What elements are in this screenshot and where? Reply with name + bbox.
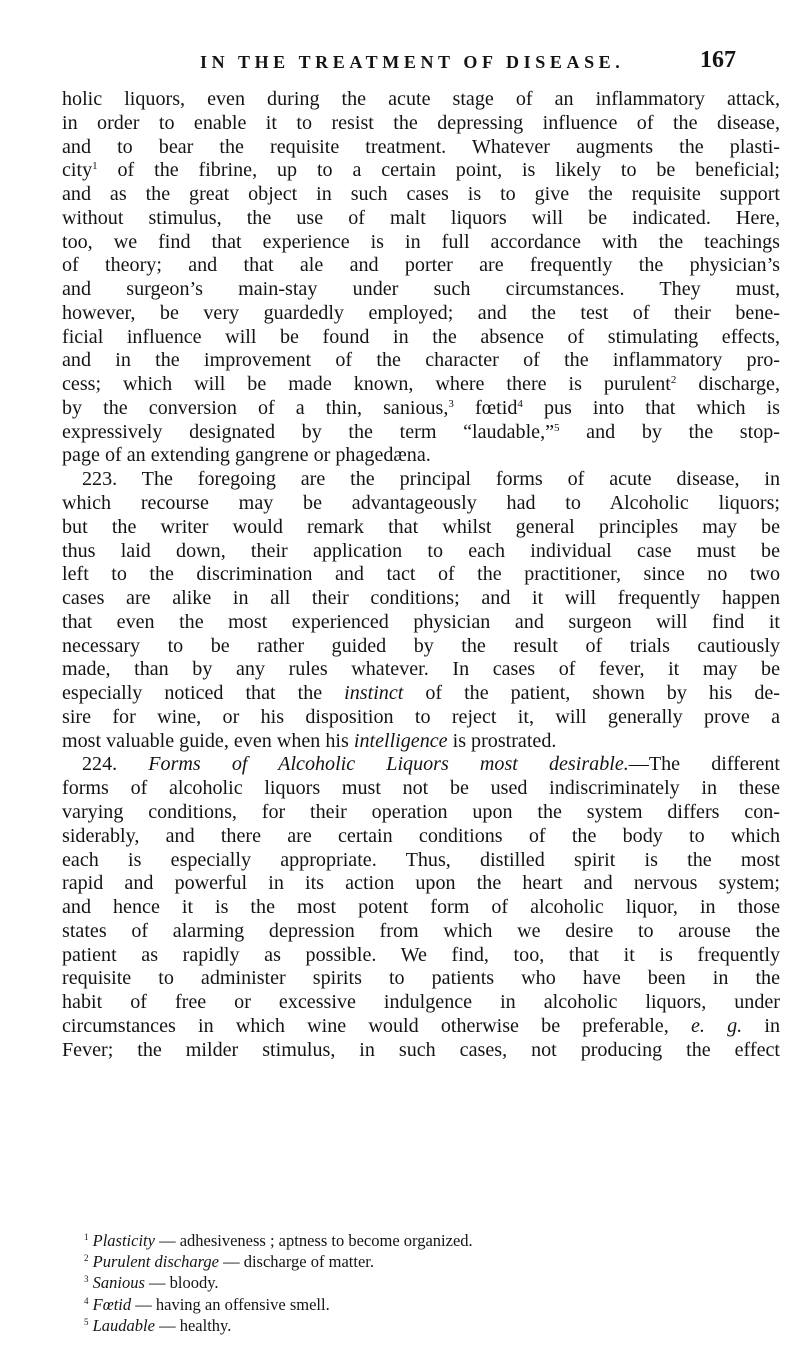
- footnote-term: Plasticity: [92, 1231, 155, 1250]
- text-line: [62, 658, 780, 682]
- text-line: [62, 444, 780, 468]
- footnote-marker: 2: [670, 374, 677, 387]
- footnote-term: Sanious: [92, 1273, 145, 1293]
- text-run: necessary to be rather guided by the result of trials cautiously: [62, 634, 780, 657]
- text-run: left to the discrimination and tact of the practitioner, since no two: [62, 563, 780, 586]
- page-number: 167: [700, 47, 736, 73]
- footnote-term: Laudable: [92, 1315, 155, 1335]
- text-run: especially noticed that the: [62, 682, 345, 705]
- text-line: [62, 88, 780, 112]
- text-line: [62, 349, 780, 373]
- italic-text: Forms of Alcoholic Liquors most desirable.: [148, 753, 629, 776]
- footnote-number: 4: [84, 1295, 89, 1306]
- footnote-number: 2: [84, 1253, 89, 1264]
- text-line: [62, 967, 780, 991]
- text-run: sire for wine, or his disposition to reject it, will generally prove a: [62, 705, 780, 728]
- text-run: made, than by any rules whatever. In cases of fever, it may be: [62, 658, 780, 681]
- text-line: [62, 492, 780, 516]
- italic-text: intelligence: [353, 729, 448, 752]
- text-line: [62, 706, 780, 730]
- footnote-definition: — healthy.: [154, 1315, 232, 1335]
- text-run: which recourse may be advantageously had to Alcoholic liquors;: [62, 492, 780, 515]
- text-line: [62, 516, 780, 540]
- text-run: patient as rapidly as possible. We find, too, that it is frequently: [62, 943, 780, 966]
- text-run: ficial influence will be found in the absence of stimulating effects,: [62, 325, 780, 348]
- text-line: [62, 1015, 780, 1039]
- text-run: circumstances in which wine would otherwise be preferable,: [62, 1014, 691, 1037]
- footnote-term: Purulent discharge: [92, 1252, 219, 1272]
- text-line: [62, 587, 780, 611]
- text-line: [62, 872, 780, 896]
- text-line: [62, 920, 780, 944]
- text-run: is prostrated.: [447, 729, 557, 752]
- text-line: [62, 682, 780, 706]
- text-line: [62, 944, 780, 968]
- text-run: and to bear the requisite treatment. Whatever augments the plasti-: [62, 135, 780, 158]
- text-line: [62, 397, 780, 421]
- text-line: [62, 849, 780, 873]
- text-line: [62, 278, 780, 302]
- text-line: [62, 825, 780, 849]
- text-run: without stimulus, the use of malt liquors will be indicated. Here,: [62, 206, 780, 229]
- footnote-term: Fœtid: [92, 1294, 132, 1314]
- text-line: [62, 326, 780, 350]
- text-line: [62, 991, 780, 1015]
- text-line: [62, 635, 780, 659]
- footnote: [84, 1251, 784, 1272]
- text-run: holic liquors, even during the acute stage of an inflammatory attack,: [62, 88, 780, 110]
- text-run: Fever; the milder stimulus, in such cases, not producing the effect: [62, 1038, 780, 1061]
- text-line: [62, 254, 780, 278]
- text-run: and surgeon’s main-stay under such circumstances. They must,: [62, 278, 780, 301]
- text-line: [62, 159, 780, 183]
- text-run: page of an extending gangrene or phagedæna.: [62, 444, 431, 467]
- text-line: [62, 896, 780, 920]
- text-run: cases are alike in all their conditions; and it will frequently happen: [62, 587, 780, 610]
- text-run: requisite to administer spirits to patients who have been in the: [62, 967, 780, 990]
- text-run: of theory; and that ale and porter are frequently the physician’s: [62, 254, 780, 277]
- text-line: [62, 563, 780, 587]
- text-run: in order to enable it to resist the depressing influence of the disease,: [62, 111, 780, 134]
- text-line: [62, 801, 780, 825]
- text-run: however, be very guardedly employed; and the test of their bene-: [62, 301, 780, 324]
- text-run: fœtid: [453, 396, 518, 419]
- text-run: cess; which will be made known, where there is purulent: [62, 373, 671, 396]
- text-run: habit of free or excessive indulgence in alcoholic liquors, under: [62, 991, 780, 1014]
- text-line: [62, 112, 780, 136]
- footnote-number: 1: [84, 1232, 89, 1242]
- text-run: too, we find that experience is in full accordance with the teachings: [62, 230, 780, 253]
- text-line: [62, 730, 780, 754]
- text-run: in: [742, 1014, 780, 1037]
- footnote-definition: — adhesiveness ; aptness to become organized.: [154, 1231, 473, 1250]
- text-run: and by the stop-: [559, 420, 780, 443]
- footnote: [84, 1272, 784, 1293]
- text-run: 223. The foregoing are the principal forms of acute disease, in: [82, 468, 780, 491]
- text-run: by the conversion of a thin, sanious,: [62, 396, 449, 419]
- text-run: —The different: [628, 753, 780, 776]
- footnote-number: 5: [84, 1316, 89, 1327]
- text-run: rapid and powerful in its action upon the heart and nervous system;: [62, 872, 780, 895]
- footnote-marker: 4: [517, 397, 523, 410]
- text-run: but the writer would remark that whilst general principles may be: [62, 515, 780, 538]
- footnote-definition: — discharge of matter.: [218, 1252, 374, 1272]
- footnote-definition: — bloody.: [144, 1273, 219, 1293]
- text-run: states of alarming depression from which we desire to arouse the: [62, 919, 780, 942]
- footnote-marker: 5: [554, 421, 560, 434]
- text-run: city: [62, 159, 93, 182]
- text-line: [62, 540, 780, 564]
- text-run: and as the great object in such cases is to give the requisite support: [62, 183, 780, 206]
- text-run: expressively designated by the term “laudable,”: [62, 420, 555, 443]
- text-line: [62, 231, 780, 255]
- text-line: [62, 302, 780, 326]
- italic-text: instinct: [344, 682, 404, 705]
- text-line: [62, 1039, 780, 1063]
- text-run: and hence it is the most potent form of alcoholic liquor, in those: [62, 896, 780, 919]
- footnote-definition: — having an offensive smell.: [131, 1294, 330, 1314]
- text-line: [62, 136, 780, 160]
- text-run: varying conditions, for their operation upon the system differs con-: [62, 800, 780, 823]
- body-text: [62, 88, 780, 1062]
- footnote-marker: 3: [448, 397, 454, 410]
- italic-text: e. g.: [690, 1014, 743, 1037]
- footnote-marker: 1: [92, 160, 98, 173]
- footnotes: [84, 1230, 784, 1336]
- text-run: of the fibrine, up to a certain point, is likely to be beneficial;: [97, 159, 780, 182]
- text-run: 224.: [82, 753, 149, 776]
- text-line: [62, 777, 780, 801]
- text-run: of the patient, shown by his de-: [403, 682, 780, 705]
- footnote-number: 3: [84, 1274, 89, 1285]
- text-line: [62, 183, 780, 207]
- text-run: forms of alcoholic liquors must not be used indiscriminately in these: [62, 777, 780, 800]
- text-line: [62, 373, 780, 397]
- text-line: [62, 611, 780, 635]
- text-run: each is especially appropriate. Thus, distilled spirit is the most: [62, 848, 780, 871]
- footnote: [84, 1230, 784, 1251]
- text-line: [62, 207, 780, 231]
- text-run: thus laid down, their application to each individual case must be: [62, 539, 780, 562]
- text-run: discharge,: [676, 373, 780, 396]
- text-line: [62, 753, 780, 777]
- text-run: siderably, and there are certain conditions of the body to which: [62, 824, 780, 847]
- text-line: [62, 421, 780, 445]
- text-run: that even the most experienced physician and surgeon will find it: [62, 610, 780, 633]
- footnote: [84, 1315, 784, 1336]
- text-run: pus into that which is: [522, 396, 780, 419]
- footnote: [84, 1294, 784, 1315]
- text-run: and in the improvement of the character of the inflammatory pro-: [62, 349, 780, 372]
- text-run: most valuable guide, even when his: [62, 729, 354, 752]
- text-line: [62, 468, 780, 492]
- running-head: IN THE TREATMENT OF DISEASE.: [200, 52, 625, 72]
